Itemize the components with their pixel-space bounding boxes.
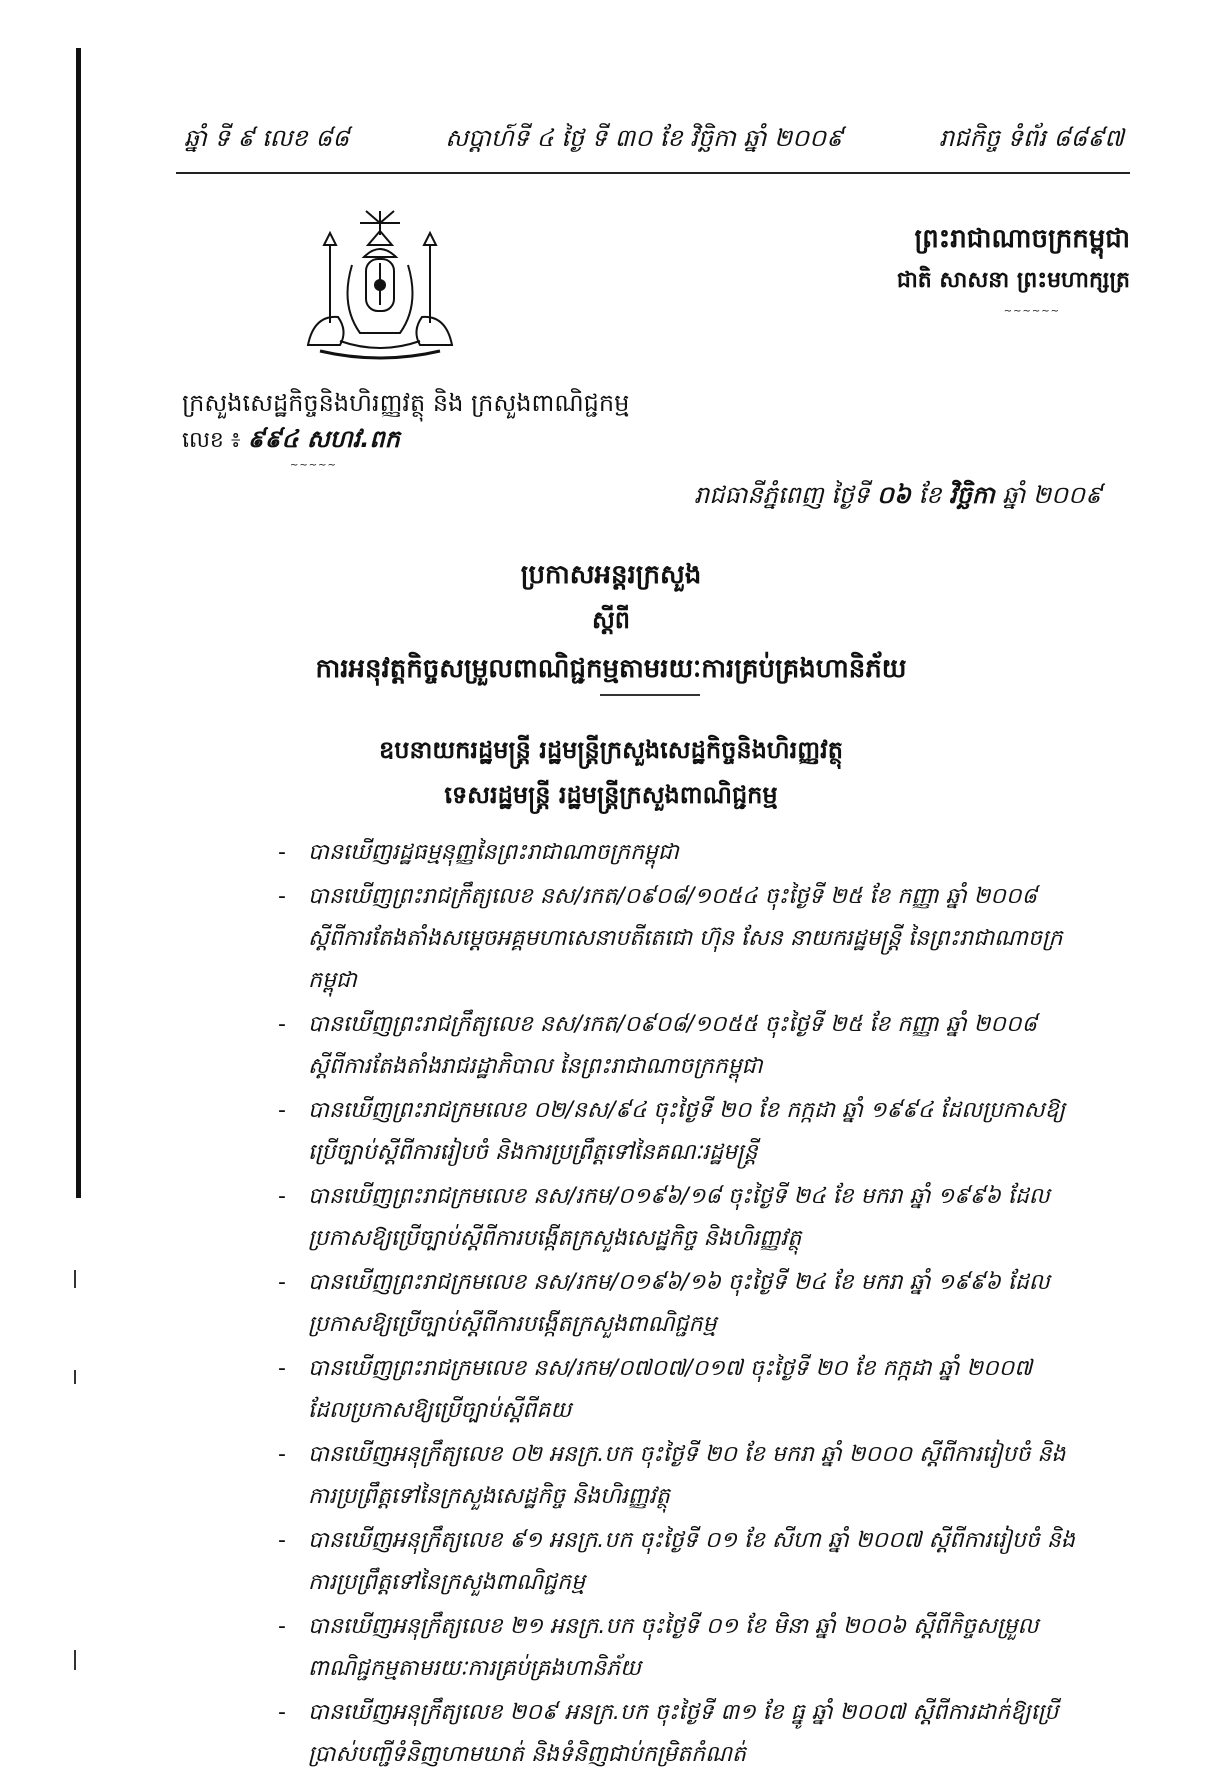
date-year: ឆ្នាំ ២០០៩ (1002, 481, 1102, 509)
ref-prefix: លេខ ៖ (182, 428, 241, 453)
document-type: ប្រកាសអន្តរក្រសួង (520, 560, 702, 590)
list-item: - បានឃើញព្រះរាជក្រឹត្យលេខ នស/រកត/០៩០៨/១០៥៤ ចុះថ្ងៃទី ២៥ ខែ កញ្ញា ឆ្នាំ ២០០៨ ស្ដីពីការតែងតាំងសម្ដេចអគ្គមហាសេនាបតីតេជោ ហ៊ុន សែន នាយករដ្ឋមន្ត្រី នៃព្រះរាជាណាចក្រកម្ពុជា (278, 884, 1063, 993)
list-item: - បានឃើញអនុក្រឹត្យលេខ ៩១ អនក្រ.បក ចុះថ្ងៃទី ០១ ខែ សីហា ឆ្នាំ ២០០៧ ស្ដីពីការរៀបចំ និងការប្រព្រឹត្តទៅនៃក្រសួងពាណិជ្ជកម្ម (278, 1528, 1075, 1595)
issue-number: ឆ្នាំ ទី ៩ លេខ ៨៨ (184, 123, 350, 152)
date-prefix: រាជធានីភ្នំពេញ ថ្ងៃទី (694, 481, 870, 509)
list-item: - បានឃើញអនុក្រឹត្យលេខ ២០៩ អនក្រ.បក ចុះថ្ងៃទី ៣១ ខែ ធ្នូ ឆ្នាំ ២០០៧ ស្ដីពីការដាក់ឱ្យប្រើប្រាស់បញ្ជីទំនិញហាមឃាត់ និងទំនិញជាប់កម្រិតកំណត់ (278, 1700, 1059, 1767)
header-rule (176, 172, 1130, 174)
motto-ornament: ~~~~~~ (1003, 306, 1060, 317)
list-item: - បានឃើញព្រះរាជក្រមលេខ ០២/នស/៩៤ ចុះថ្ងៃទី ២០ ខែ កក្កដា ឆ្នាំ ១៩៩៤ ដែលប្រកាសឱ្យប្រើច្បាប់ស្ដីពីការរៀបចំ និងការប្រព្រឹត្តទៅនៃគណៈរដ្ឋមន្ត្រី (278, 1098, 1066, 1165)
reference-number (182, 424, 400, 459)
legal-references-list (278, 832, 1078, 1778)
list-item: - បានឃើញអនុក្រឹត្យលេខ ០២ អនក្រ.បក ចុះថ្ងៃទី ២០ ខែ មករា ឆ្នាំ ២០០០ ស្ដីពីការរៀបចំ និងការប្រព្រឹត្តទៅនៃក្រសួងសេដ្ឋកិច្ច និងហិរញ្ញវត្ថុ (278, 1442, 1066, 1509)
royal-emblem-icon (300, 205, 460, 365)
list-item: - បានឃើញព្រះរាជក្រមលេខ នស/រកម/០៧០៧/០១៧ ចុះថ្ងៃទី ២០ ខែ កក្កដា ឆ្នាំ ២០០៧ ដែលប្រកាសឱ្យប្រើច្បាប់ស្ដីពីគយ (278, 1356, 1033, 1423)
title-divider (600, 694, 700, 696)
list-item: - បានឃើញព្រះរាជក្រឹត្យលេខ នស/រកត/០៩០៨/១០៥៥ ចុះថ្ងៃទី ២៥ ខែ កញ្ញា ឆ្នាំ ២០០៨ ស្ដីពីការតែងតាំងរាជរដ្ឋាភិបាល នៃព្រះរាជាណាចក្រកម្ពុជា (278, 1012, 1038, 1079)
issuing-ministries: ក្រសួងសេដ្ឋកិច្ចនិងហិរញ្ញវត្ថុ និង ក្រសួងពាណិជ្ជកម្ម (182, 389, 630, 417)
ref-ornament: ~~~~~ (290, 460, 337, 471)
signer-line-1: ឧបនាយករដ្ឋមន្ត្រី រដ្ឋមន្ត្រីក្រសួងសេដ្ឋកិច្ចនិងហិរញ្ញវត្ថុ (379, 736, 843, 764)
margin-tick (74, 1270, 76, 1288)
document-subject: ការអនុវត្តកិច្ចសម្រួលពាណិជ្ជកម្មតាមរយៈការគ្រប់គ្រងហានិភ័យ (315, 654, 907, 684)
signer-line-2: ទេសរដ្ឋមន្ត្រី រដ្ឋមន្ត្រីក្រសួងពាណិជ្ជកម្ម (444, 781, 778, 809)
margin-tick (74, 1370, 76, 1384)
kingdom-name: ព្រះរាជាណាចក្រកម្ពុជា (914, 224, 1130, 254)
date-day-handwritten: ០៦ (876, 481, 911, 509)
issue-date: សប្ដាហ៍ទី ៤ ថ្ងៃ ទី ៣០ ខែ វិច្ឆិកា ឆ្នាំ ២០០៩ (445, 123, 844, 152)
list-item: - បានឃើញព្រះរាជក្រមលេខ នស/រកម/០១៩៦/១៨ ចុះថ្ងៃទី ២៤ ខែ មករា ឆ្នាំ ១៩៩៦ ដែលប្រកាសឱ្យប្រើច្បាប់ស្ដីពីការបង្កើតក្រសួងសេដ្ឋកិច្ច និងហិរញ្ញវត្ថុ (278, 1184, 1050, 1251)
gazette-header (184, 120, 1124, 160)
ref-number-handwritten: ៩៩៤ សហវ.ពក (247, 425, 400, 453)
list-item: - បានឃើញអនុក្រឹត្យលេខ ២១ អនក្រ.បក ចុះថ្ងៃទី ០១ ខែ មិនា ឆ្នាំ ២០០៦ ស្ដីពីកិច្ចសម្រួលពាណិជ្ជកម្មតាមរយៈការគ្រប់គ្រងហានិភ័យ (278, 1614, 1039, 1681)
date-month-handwritten: វិច្ឆិកា (949, 481, 995, 509)
list-item: - បានឃើញរដ្ឋធម្មនុញ្ញនៃព្រះរាជាណាចក្រកម្ពុជា (278, 840, 679, 865)
issue-place-date (694, 480, 1102, 515)
document-about: ស្ដីពី (591, 606, 631, 634)
kingdom-motto (830, 222, 1130, 317)
margin-tick (74, 1650, 76, 1670)
national-motto: ជាតិ សាសនា ព្រះមហាក្សត្រ (896, 268, 1130, 293)
date-month-prefix: ខែ (918, 481, 942, 509)
list-item: - បានឃើញព្រះរាជក្រមលេខ នស/រកម/០១៩៦/១៦ ចុះថ្ងៃទី ២៤ ខែ មករា ឆ្នាំ ១៩៩៦ ដែលប្រកាសឱ្យប្រើច្បាប់ស្ដីពីការបង្កើតក្រសួងពាណិជ្ជកម្ម (278, 1270, 1050, 1337)
page-number: រាជកិច្ច ទំព័រ ៨៨៩៧ (939, 123, 1124, 152)
